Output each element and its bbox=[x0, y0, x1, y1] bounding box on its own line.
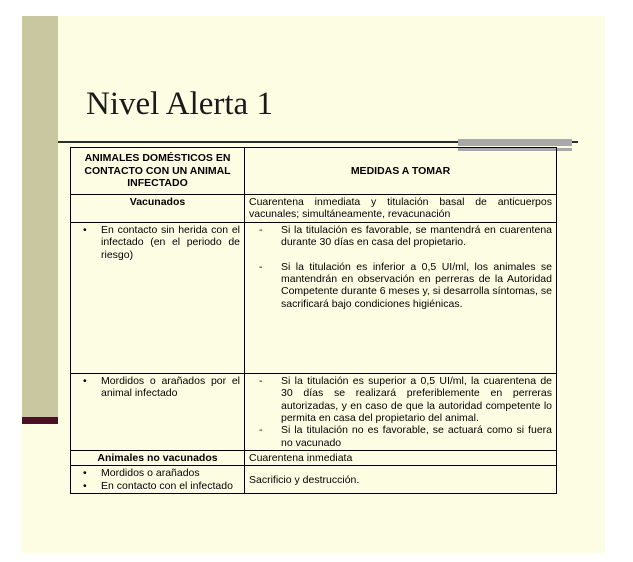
measure-vacunados: Cuarentena inmediata y titulación basal de anticuerpos vacunales; simultáneamente, revacunación bbox=[245, 195, 557, 223]
slide-side-accent bbox=[22, 16, 58, 417]
dash-icon: - bbox=[259, 223, 263, 236]
slide-side-accent-line bbox=[22, 417, 58, 424]
measures-mordidos bbox=[245, 373, 557, 450]
measure-sacrificio: Sacrificio y destrucción. bbox=[245, 466, 557, 494]
list-item: Si la titulación es superior a 0,5 UI/ml, la cuarentena de 30 días se realizará preferiblemente en perreras autorizadas, y en caso de que la autoridad competente lo permita en casa del propietario del animal. bbox=[281, 374, 552, 424]
dash-icon: - bbox=[259, 424, 263, 437]
row-no-vacunados-bullets bbox=[71, 466, 245, 494]
decorative-bar bbox=[458, 139, 572, 146]
row-mordidos bbox=[71, 373, 245, 450]
bullet-icon: • bbox=[83, 223, 87, 236]
slide-title: Nivel Alerta 1 bbox=[86, 86, 273, 122]
measure-no-vacunados: Cuarentena inmediata bbox=[245, 451, 557, 466]
list-item: Si la titulación es inferior a 0,5 UI/ml, los animales se mantendrán en observación en perreras de la Autoridad Competente durante 6 meses y, si desarrolla síntomas, se sacrificará bajo condiciones higiénicas. bbox=[281, 260, 552, 310]
list-item: Si la titulación no es favorable, se actuará como si fuera no vacunado bbox=[281, 424, 552, 449]
table-row bbox=[71, 195, 557, 223]
table-row bbox=[71, 466, 557, 494]
list-item: Si la titulación es favorable, se mantendrá en cuarentena durante 30 días en casa del propietario. bbox=[281, 223, 552, 249]
dash-icon: - bbox=[259, 374, 263, 387]
table-header-row bbox=[71, 148, 557, 195]
header-cell-animals: ANIMALES DOMÉSTICOS EN CONTACTO CON UN ANIMAL INFECTADO bbox=[71, 148, 245, 195]
table-row bbox=[71, 222, 557, 373]
bullet-icon: • bbox=[83, 479, 87, 492]
bullet-icon: • bbox=[83, 374, 87, 387]
row-label-vacunados: Vacunados bbox=[71, 195, 245, 223]
dash-icon: - bbox=[259, 260, 263, 273]
list-item: Mordidos o arañados por el animal infectado bbox=[101, 374, 240, 400]
list-item: Mordidos o arañados bbox=[101, 467, 200, 480]
row-label-no-vacunados: Animales no vacunados bbox=[71, 451, 245, 466]
table-row bbox=[71, 373, 557, 450]
list-item: En contacto sin herida con el infectado (en el periodo de riesgo) bbox=[101, 223, 240, 261]
measures-contacto-sin-herida bbox=[245, 222, 557, 373]
table-row bbox=[71, 451, 557, 466]
row-contacto-sin-herida bbox=[71, 222, 245, 373]
header-cell-measures: MEDIDAS A TOMAR bbox=[245, 148, 557, 195]
list-item: En contacto con el infectado bbox=[101, 479, 233, 492]
bullet-icon: • bbox=[83, 467, 87, 480]
measures-table bbox=[70, 147, 557, 494]
